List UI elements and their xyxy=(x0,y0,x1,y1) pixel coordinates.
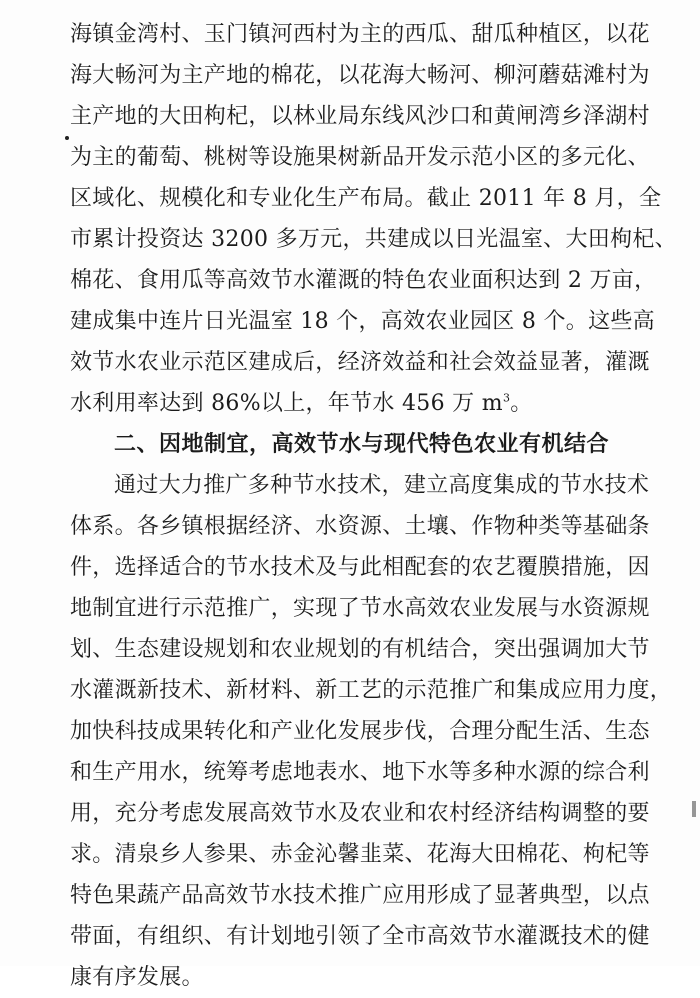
text-line: 求。清泉乡人参果、赤金沁馨韭菜、花海大田棉花、枸杞等 xyxy=(70,842,650,867)
paragraph-2 xyxy=(70,465,673,998)
text-line: 用，充分考虑发展高效节水及农业和农村经济结构调整的要 xyxy=(70,801,650,826)
text-line: 海镇金湾村、玉门镇河西村为主的西瓜、甜瓜种植区，以花 xyxy=(70,22,650,47)
text-line: 带面，有组织、有计划地引领了全市高效节水灌溉技术的健 xyxy=(70,924,650,949)
last-line-text: 水利用率达到 86%以上，年节水 456 万 m xyxy=(70,391,503,416)
last-line-end: 。 xyxy=(510,391,533,416)
text-line: 康有序发展。 xyxy=(70,965,204,990)
text-line: 市累计投资达 3200 多万元，共建成以日光温室、大田枸杞、 xyxy=(70,227,677,252)
text-line: 区域化、规模化和专业化生产布局。截止 2011 年 8 月，全 xyxy=(70,186,662,211)
text-line: 特色果蔬产品高效节水技术推广应用形成了显著典型，以点 xyxy=(70,883,650,908)
text-line: 加快科技成果转化和产业化发展步伐，合理分配生活、生态 xyxy=(70,719,650,744)
text-line: 通过大力推广多种节水技术，建立高度集成的节水技术 xyxy=(114,473,650,498)
document-body xyxy=(70,14,677,998)
paragraph-1 xyxy=(70,14,677,424)
text-line: 件，选择适合的节水技术及与此相配套的农艺覆膜措施，因 xyxy=(70,555,650,580)
text-line: 效节水农业示范区建成后，经济效益和社会效益显著，灌溉 xyxy=(70,350,650,375)
text-line-last xyxy=(70,383,650,424)
scan-speck xyxy=(65,136,69,140)
text-line: 主产地的大田枸杞，以林业局东线风沙口和黄闸湾乡泽湖村 xyxy=(70,104,650,129)
text-line: 划、生态建设规划和农业规划的有机结合，突出强调加大节 xyxy=(70,637,650,662)
text-line: 和生产用水，统筹考虑地表水、地下水等多种水源的综合利 xyxy=(70,760,650,785)
text-line: 建成集中连片日光温室 18 个，高效农业园区 8 个。这些高 xyxy=(70,309,655,334)
text-line: 水灌溉新技术、新材料、新工艺的示范推广和集成应用力度， xyxy=(70,678,673,703)
text-line: 棉花、食用瓜等高效节水灌溉的特色农业面积达到 2 万亩， xyxy=(70,268,657,293)
text-line: 体系。各乡镇根据经济、水资源、土壤、作物种类等基础条 xyxy=(70,514,650,539)
scan-edge-mark xyxy=(692,801,696,817)
text-line: 海大畅河为主产地的棉花，以花海大畅河、柳河蘑菇滩村为 xyxy=(70,63,650,88)
text-line: 地制宜进行示范推广，实现了节水高效农业发展与水资源规 xyxy=(70,596,650,621)
superscript-cubic: 3 xyxy=(502,391,511,405)
text-line: 为主的葡萄、桃树等设施果树新品开发示范小区的多元化、 xyxy=(70,145,650,170)
section-heading: 二、因地制宜，高效节水与现代特色农业有机结合 xyxy=(114,432,610,457)
